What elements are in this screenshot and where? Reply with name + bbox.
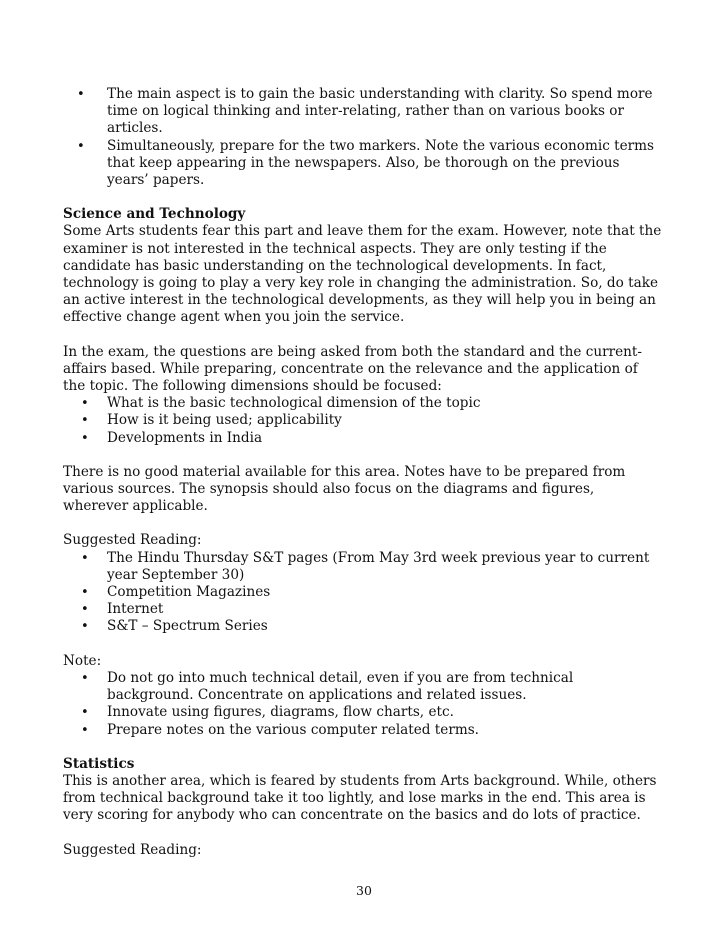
statistics-paragraph-1: This is another area, which is feared by students from Arts background. While, others from technical background take it too lightly, and lose marks in the end. This area is very scoring for anybody who can concentrate on the basics and do lots of practice. bbox=[63, 772, 657, 824]
list-item: • Innovate using figures, diagrams, flow charts, etc. bbox=[63, 704, 663, 721]
list-item: • Prepare notes on the various computer related terms. bbox=[63, 722, 663, 739]
list-item: • Internet bbox=[63, 601, 663, 618]
science-paragraph-3: There is no good material available for this area. Notes have to be prepared from various sources. The synopsis should also focus on the diagrams and figures, wherever applicable. bbox=[63, 463, 626, 515]
statistics-reading-label: Suggested Reading: bbox=[63, 841, 202, 858]
note-label: Note: bbox=[63, 652, 102, 669]
list-item: • The Hindu Thursday S&T pages (From May 3rd week previous year to current year September 30) bbox=[63, 550, 663, 584]
dimensions-list bbox=[63, 395, 663, 447]
list-item: • What is the basic technological dimension of the topic bbox=[63, 395, 663, 412]
list-item: • S&T – Spectrum Series bbox=[63, 618, 663, 635]
reading-list bbox=[63, 550, 663, 636]
intro-bullet-list bbox=[63, 86, 663, 189]
list-item: • Do not go into much technical detail, even if you are from technical background. Concentrate on applications and related issues. bbox=[63, 670, 663, 704]
page-number: 30 bbox=[356, 883, 372, 898]
science-paragraph-1: Some Arts students fear this part and leave them for the exam. However, note that the examiner is not interested in the technical aspects. They are only testing if the candidate has basic understanding on the technological developments. In fact, technology is going to play a very key role in changing the administration. So, do take an active interest in the technological developments, as they will help you in being an effective change agent when you join the service. bbox=[63, 223, 662, 326]
document-page bbox=[63, 86, 663, 859]
science-heading: Science and Technology bbox=[63, 206, 246, 223]
list-item: • Competition Magazines bbox=[63, 584, 663, 601]
list-item: • How is it being used; applicability bbox=[63, 412, 663, 429]
list-item: • Developments in India bbox=[63, 430, 663, 447]
notes-list bbox=[63, 670, 663, 739]
list-item: • The main aspect is to gain the basic understanding with clarity. So spend more time on logical thinking and inter-relating, rather than on various books or articles. bbox=[63, 86, 663, 138]
suggested-reading-label: Suggested Reading: bbox=[63, 532, 202, 549]
statistics-heading: Statistics bbox=[63, 755, 135, 772]
list-item: • Simultaneously, prepare for the two markers. Note the various economic terms that keep appearing in the newspapers. Also, be thorough on the previous years’ papers. bbox=[63, 138, 663, 190]
science-paragraph-2: In the exam, the questions are being asked from both the standard and the current-affairs based. While preparing, concentrate on the relevance and the application of the topic. The following dimensions should be focused: bbox=[63, 343, 642, 395]
